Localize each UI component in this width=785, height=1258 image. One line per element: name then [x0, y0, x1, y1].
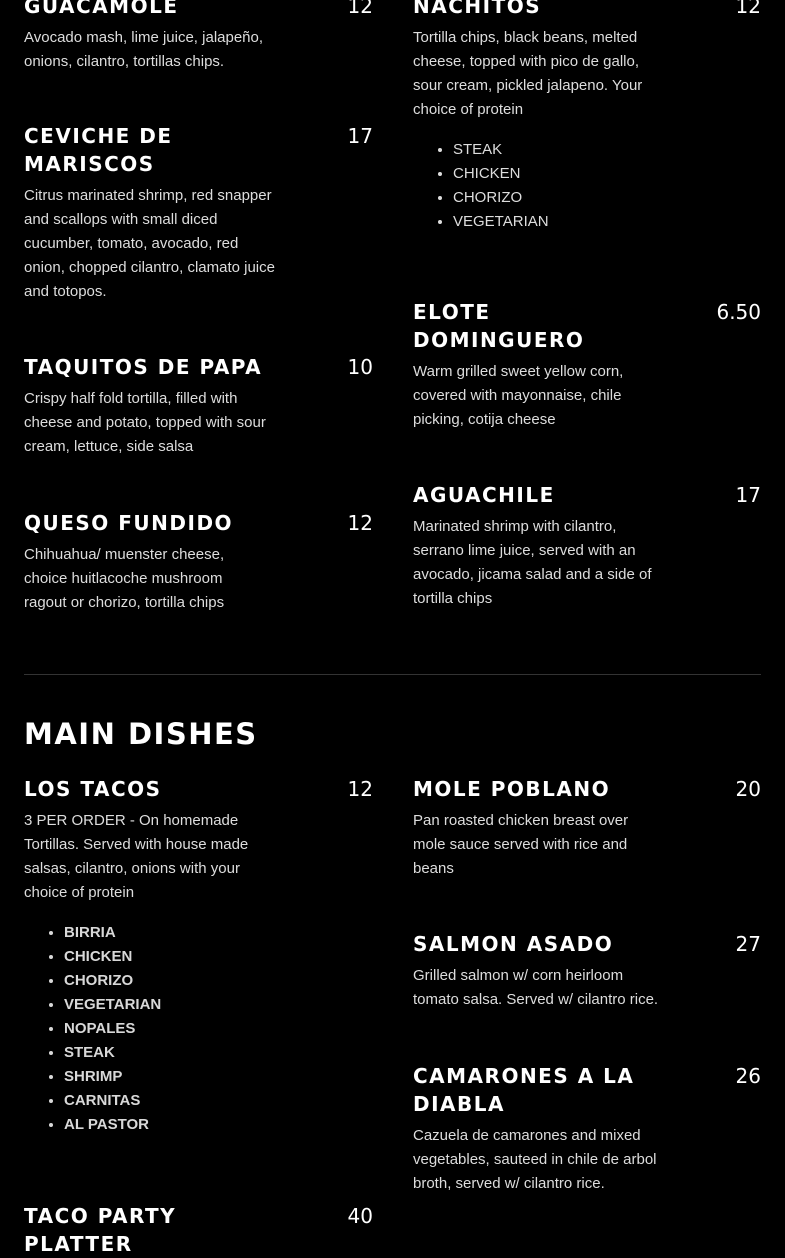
item-name: ELOTE DOMINGUERO	[413, 300, 585, 352]
menu-item-queso-fundido	[24, 509, 373, 615]
item-description: Marinated shrimp with cilantro, serrano lime juice, served with an avocado, jicama salad and a side of tortilla chips	[413, 518, 652, 607]
item-name: GUACAMOLE	[24, 0, 179, 18]
menu-item-elote	[413, 298, 761, 432]
item-description: Avocado mash, lime juice, jalapeño, onions, cilantro, tortillas chips.	[24, 29, 264, 70]
item-description: Warm grilled sweet yellow corn, covered with mayonnaise, chile picking, cotija cheese	[413, 363, 624, 428]
protein-options-list	[24, 921, 373, 1137]
list-item: • NOPALES	[64, 1017, 373, 1041]
item-name: NACHITOS	[413, 0, 542, 18]
list-item: • VEGETARIAN	[453, 210, 761, 234]
item-price: 40	[347, 1204, 373, 1228]
list-item: • CHORIZO	[453, 186, 761, 210]
section-divider	[24, 674, 761, 675]
item-description: Citrus marinated shrimp, red snapper and scallops with small diced cucumber, tomato, avocado, red onion, chopped cilantro, clamato juice and totopos.	[24, 187, 275, 300]
list-item: • AL PASTOR	[64, 1113, 373, 1137]
item-name: QUESO FUNDIDO	[24, 511, 234, 535]
item-description: 3 PER ORDER - On homemade Tortillas. Served with house made salsas, cilantro, onions with your choice of protein	[24, 812, 249, 901]
item-name: SALMON ASADO	[413, 932, 614, 956]
item-price: 12	[347, 511, 373, 535]
item-price: 17	[735, 483, 761, 507]
menu-item-aguachile	[413, 481, 761, 611]
menu-item-los-tacos	[24, 775, 373, 1137]
item-name: LOS TACOS	[24, 777, 162, 801]
item-price: 20	[735, 777, 761, 801]
list-item: • CHICKEN	[64, 945, 373, 969]
item-name: TACO PARTY PLATTER	[24, 1204, 177, 1256]
item-description: Crispy half fold tortilla, filled with cheese and potato, topped with sour cream, lettuce, side salsa	[24, 390, 266, 455]
protein-options-list	[413, 138, 761, 234]
menu-item-taco-party-platter	[24, 1202, 373, 1258]
item-price: 10	[347, 355, 373, 379]
section-title-main-dishes: MAIN DISHES	[24, 717, 258, 751]
list-item: • CARNITAS	[64, 1089, 373, 1113]
item-name: CAMARONES A LA DIABLA	[413, 1064, 635, 1116]
list-item: • SHRIMP	[64, 1065, 373, 1089]
list-item: • CHICKEN	[453, 162, 761, 186]
item-name: AGUACHILE	[413, 483, 555, 507]
item-price: 6.50	[716, 300, 761, 324]
item-price: 12	[735, 0, 761, 18]
item-description: Pan roasted chicken breast over mole sauce served with rice and beans	[413, 812, 629, 877]
menu-item-guacamole	[24, 0, 373, 74]
item-name: MOLE POBLANO	[413, 777, 611, 801]
menu-item-salmon-asado	[413, 930, 761, 1012]
menu-item-ceviche	[24, 122, 373, 304]
item-name: CEVICHE DE MARISCOS	[24, 124, 173, 176]
list-item: • VEGETARIAN	[64, 993, 373, 1017]
item-price: 12	[347, 0, 373, 18]
item-price: 17	[347, 124, 373, 148]
menu-item-nachitos	[413, 0, 761, 234]
item-description: Chihuahua/ muenster cheese, choice huitlacoche mushroom ragout or chorizo, tortilla chips	[24, 546, 225, 611]
menu-item-camarones-a-la-diabla	[413, 1062, 761, 1196]
list-item: • CHORIZO	[64, 969, 373, 993]
item-price: 26	[735, 1064, 761, 1088]
item-price: 12	[347, 777, 373, 801]
item-name: TAQUITOS DE PAPA	[24, 355, 263, 379]
list-item: • STEAK	[64, 1041, 373, 1065]
item-description: Grilled salmon w/ corn heirloom tomato salsa. Served w/ cilantro rice.	[413, 967, 659, 1008]
item-price: 27	[735, 932, 761, 956]
list-item: • STEAK	[453, 138, 761, 162]
item-description: Cazuela de camarones and mixed vegetables, sauteed in chile de arbol broth, served w/ cilantro rice.	[413, 1127, 657, 1192]
list-item: • BIRRIA	[64, 921, 373, 945]
item-description: Tortilla chips, black beans, melted cheese, topped with pico de gallo, sour cream, pickled jalapeno. Your choice of protein	[413, 29, 643, 118]
menu-item-mole-poblano	[413, 775, 761, 881]
menu-item-taquitos	[24, 353, 373, 459]
